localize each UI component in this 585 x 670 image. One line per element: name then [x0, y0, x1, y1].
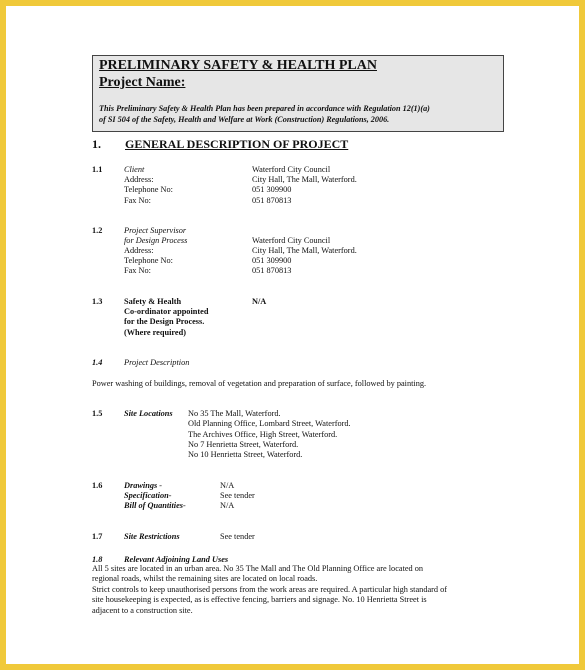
section-number: 1.: [92, 137, 101, 151]
project-description-heading: Project Description: [124, 358, 190, 367]
subsection-number: 1.8: [92, 555, 103, 564]
client-heading: Client: [124, 165, 145, 174]
coordinator-heading-4: (Where required): [124, 328, 186, 337]
document-title: PRELIMINARY SAFETY & HEALTH PLAN: [99, 58, 377, 73]
site-locations-heading: Site Locations: [124, 409, 173, 418]
supervisor-heading: Project Supervisor: [124, 226, 187, 235]
fax-label: Fax No:: [124, 266, 151, 275]
paragraph-line: adjacent to a construction site.: [92, 605, 193, 615]
paragraph-line: site housekeeping is expected, as is effective fencing, barriers and signage. No. 10 Henrietta Street is: [92, 595, 427, 605]
section-title: GENERAL DESCRIPTION OF PROJECT: [125, 137, 349, 151]
drawings-label: Drawings -: [124, 481, 163, 490]
subsection-number: 1.7: [92, 532, 103, 541]
drawings-value: N/A: [220, 481, 235, 490]
specification-label: Specification-: [124, 491, 172, 500]
intro-text-line-2: of SI 504 of the Safety, Health and Welfare at Work (Construction) Regulations, 2006.: [99, 115, 390, 124]
title-box: [92, 55, 504, 132]
site-location-item: Old Planning Office, Lombard Street, Waterford.: [188, 419, 351, 428]
subsection-number: 1.5: [92, 409, 103, 418]
supervisor-fax: 051 870813: [252, 266, 292, 275]
fax-label: Fax No:: [124, 196, 151, 205]
site-location-item: No 10 Henrietta Street, Waterford.: [188, 450, 303, 459]
supervisor-heading-2: for Design Process: [124, 236, 188, 245]
paragraph-line: Strict controls to keep unauthorised persons from the work areas are required. A particular high standard of: [92, 584, 448, 594]
paragraph-line: regional roads, whilst the remaining sites are located on local roads.: [92, 574, 318, 584]
project-name-label: Project Name:: [99, 75, 186, 90]
site-location-item: The Archives Office, High Street, Waterford.: [188, 430, 338, 439]
adjoining-land-uses-heading: Relevant Adjoining Land Uses: [124, 555, 229, 564]
specification-value: See tender: [220, 491, 255, 500]
site-restrictions-value: See tender: [220, 532, 255, 541]
subsection-number: 1.4: [92, 358, 103, 367]
project-description-text: Power washing of buildings, removal of vegetation and preparation of surface, followed by painting.: [92, 379, 427, 388]
telephone-label: Telephone No:: [124, 256, 173, 265]
supervisor-name: Waterford City Council: [252, 236, 331, 245]
site-location-item: No 7 Henrietta Street, Waterford.: [188, 440, 299, 449]
subsection-number: 1.2: [92, 226, 103, 235]
subsection-number: 1.1: [92, 165, 103, 174]
client-fax: 051 870813: [252, 196, 292, 205]
supervisor-telephone: 051 309900: [252, 256, 292, 265]
client-name: Waterford City Council: [252, 165, 331, 174]
supervisor-address: City Hall, The Mall, Waterford.: [252, 246, 357, 255]
address-label: Address:: [124, 246, 154, 255]
subsection-number: 1.3: [92, 297, 103, 306]
address-label: Address:: [124, 175, 154, 184]
paragraph-line: All 5 sites are located in an urban area. No 35 The Mall and The Old Planning Office are located on: [92, 564, 424, 573]
coordinator-heading-2: Co-ordinator appointed: [124, 307, 209, 316]
coordinator-heading-3: for the Design Process.: [124, 317, 205, 326]
site-location-item: No 35 The Mall, Waterford.: [188, 409, 281, 418]
client-address: City Hall, The Mall, Waterford.: [252, 175, 357, 184]
telephone-label: Telephone No:: [124, 185, 173, 194]
adjoining-land-uses-text: [92, 564, 447, 616]
document-page: [6, 6, 579, 664]
client-telephone: 051 309900: [252, 185, 292, 194]
intro-text-line-1: This Preliminary Safety & Health Plan has been prepared in accordance with Regulation 12(1)(a): [99, 104, 430, 113]
coordinator-heading-1: Safety & Health: [124, 297, 182, 306]
coordinator-value: N/A: [252, 297, 267, 306]
subsection-number: 1.6: [92, 481, 103, 490]
bill-of-quantities-value: N/A: [220, 501, 235, 510]
bill-of-quantities-label: Bill of Quantities-: [124, 501, 186, 510]
site-restrictions-heading: Site Restrictions: [124, 532, 180, 541]
